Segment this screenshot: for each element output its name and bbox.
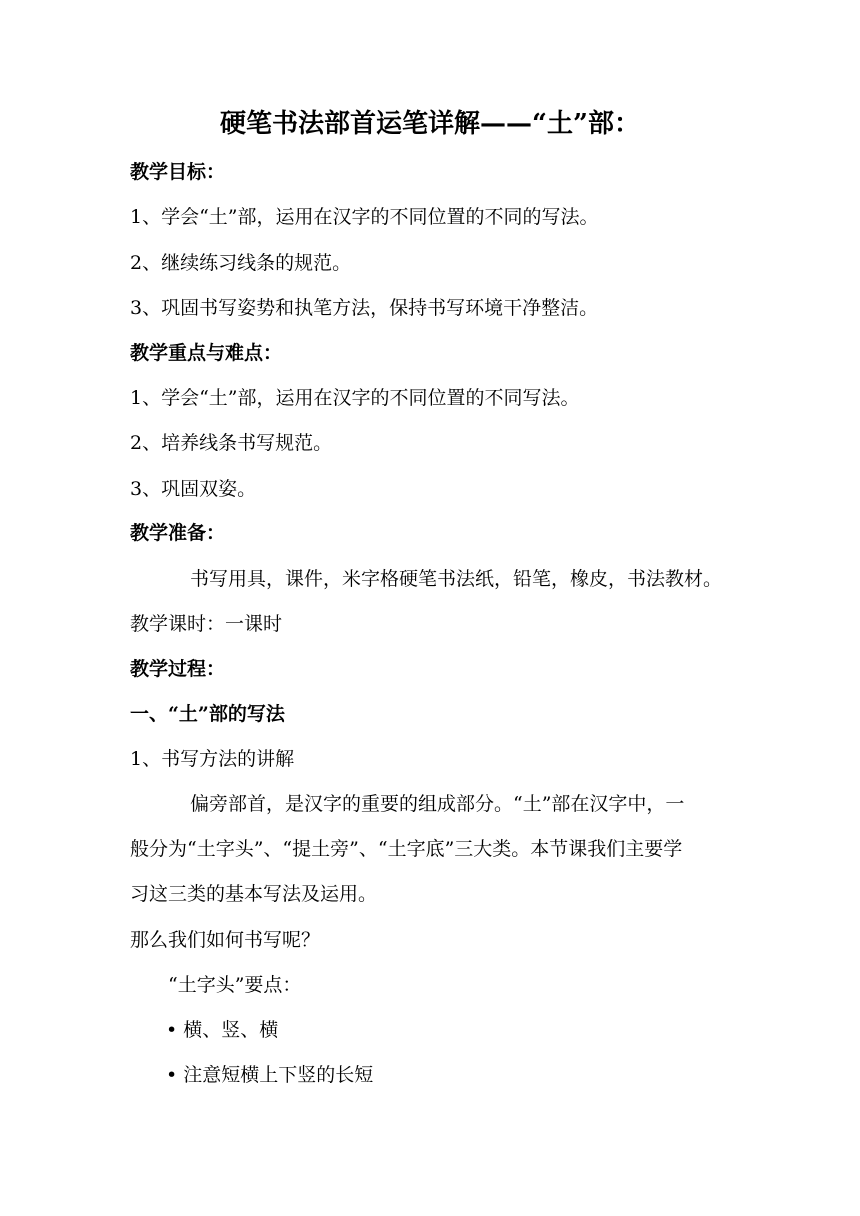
tuzitou-heading: “土字头”要点： [168, 974, 302, 996]
prep-text: 书写用具，课件，米字格硬笔书法纸，铅笔，橡皮，书法教材。 [190, 568, 723, 590]
key-points-heading: 教学重点与难点： [130, 342, 283, 364]
bullet-item-2: • 注意短横上下竖的长短 [166, 1064, 374, 1086]
document-title: 硬笔书法部首运笔详解——“土”部： [220, 109, 640, 139]
goal-item-2: 2、继续练习线条的规范。 [130, 252, 352, 274]
question-line: 那么我们如何书写呢？ [130, 929, 321, 951]
key-point-item-3: 3、巩固双姿。 [130, 478, 257, 500]
prep-heading: 教学准备： [130, 522, 226, 544]
bullet-item-1: • 横、竖、横 [166, 1019, 279, 1041]
goal-item-1: 1、学会“土”部，运用在汉字的不同位置的不同的写法。 [130, 206, 599, 228]
goal-item-3: 3、巩固书写姿势和执笔方法，保持书写环境干净整洁。 [130, 297, 599, 319]
intro-paragraph-line-3: 习这三类的基本写法及运用。 [130, 883, 378, 905]
goals-heading: 教学目标： [130, 161, 226, 183]
intro-paragraph-line-1: 偏旁部首，是汉字的重要的组成部分。“土”部在汉字中，一 [190, 793, 685, 815]
section-1-subheading: 1、书写方法的讲解 [130, 748, 295, 770]
process-heading: 教学过程： [130, 658, 226, 680]
key-point-item-2: 2、培养线条书写规范。 [130, 432, 333, 454]
section-1-heading: 一、“土”部的写法 [130, 703, 285, 725]
key-point-item-1: 1、学会“土”部，运用在汉字的不同位置的不同写法。 [130, 387, 580, 409]
intro-paragraph-line-2: 般分为“土字头”、“提土旁”、“土字底”三大类。本节课我们主要学 [130, 838, 683, 860]
class-hours: 教学课时：一课时 [130, 613, 283, 635]
